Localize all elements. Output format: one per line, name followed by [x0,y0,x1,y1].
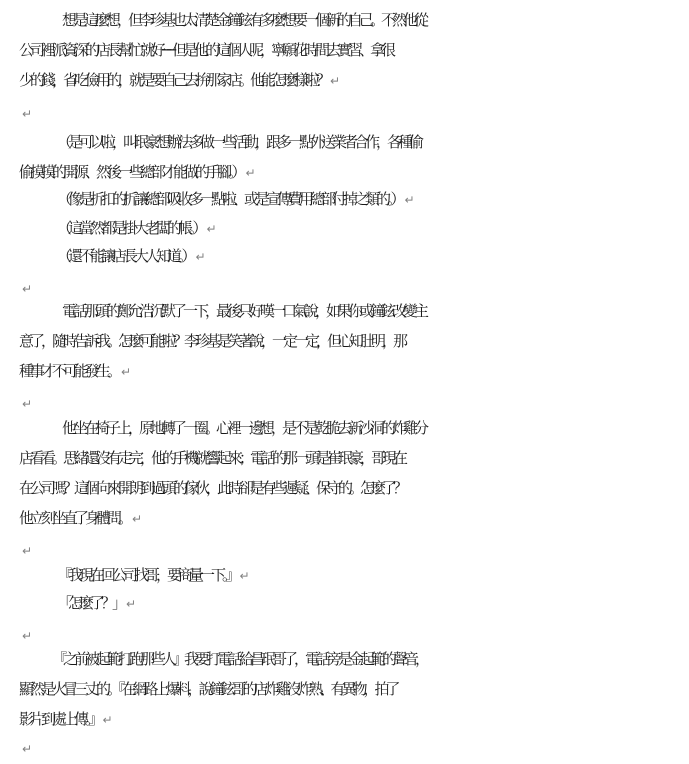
text-line: （這當然都是掛大老闆的帳。） ↵ [57,219,213,237]
paragraph-mark-icon: ↵ [330,74,337,88]
text-line: 他坐在椅子上，原地轉了一圈。心裡一邊想，是不是乾脆去新沙洞的炸雞分 [62,419,426,437]
text-line: 在公司嗎？這個向來開朗到過頭的傢伙，此時卻是有些遲疑、保守的。怎麼了？ [19,479,405,497]
text-line: 影片到處上傳。』 ↵ [19,710,109,728]
text-line: 『我現在回公司找哥，要商量一下。』 ↵ [57,566,246,584]
paragraph-mark-icon: ↵ [126,597,133,611]
text-line: 顯然是火冒三丈的。『在網路上爆料，說鐘鉉哥的店炸雞沒炸熟、有異物，拍了 [19,680,397,698]
text-line: 公司裡派資深的店長幫忙就好──但是他的這個人呢，寧願花時間去實習、拿很 [19,41,393,59]
text-line: （是可以啦，叫珉豪想辦法多做一些活動，跟多一點外送業者合作，各種偷 [57,133,421,151]
text-line: 意了，隨時告訴我。怎麼可能啦？李珍基是笑著說，一定一定，但心知肚明，那 [19,332,405,350]
paragraph-mark-icon: ↵ [22,544,29,558]
text-line: 偷摸摸的開源、然後一些總部才能做的手腳。） ↵ [19,163,252,181]
paragraph-mark-icon: ↵ [22,629,29,643]
text-line: 少的錢，省吃儉用的，就是要自己去拚那家店。他能怎麼樣啦？ ↵ [19,71,337,89]
paragraph-mark-icon: ↵ [206,222,213,236]
text-line: 「怎麼了？」 ↵ [57,594,133,612]
text-line: 店看看。思緒還沒有走完，他的手機就響起來；電話的那一頭是崔珉豪，哥現在 [19,449,405,467]
paragraph-mark-icon: ↵ [121,365,128,379]
text-line: 想是這麼想，但李珍基也太清楚金鐘鉉有多麼想要一個新的自己。不然他從 [62,11,426,29]
text-line: （像是折扣的折讓總部吸收多一點啦、或是宣傳費用總部付掉之類的。） ↵ [57,190,411,208]
paragraph-mark-icon: ↵ [22,742,29,756]
text-line: 『之前被起範打跑那些人』我要打電話給昌珉哥了，電話旁是金起範的聲音， [52,650,427,668]
empty-line [0,98,689,128]
paragraph-mark-icon: ↵ [22,282,29,296]
text-line: 他立刻坐直了身體問。 ↵ [19,509,139,527]
paragraph-mark-icon: ↵ [22,107,29,121]
text-line: （還不能讓店長大人知道。） ↵ [57,247,202,265]
paragraph-mark-icon: ↵ [132,512,139,526]
paragraph-mark-icon: ↵ [239,569,246,583]
paragraph-mark-icon: ↵ [102,713,109,727]
text-line: 電話那頭的鄭允浩沉默了一下，最後只好嘆一口氣說，如果你或鐘鉉改變主 [62,302,426,320]
text-line: 種事才不可能發生。 ↵ [19,362,128,380]
paragraph-mark-icon: ↵ [22,397,29,411]
paragraph-mark-icon: ↵ [195,250,202,264]
paragraph-mark-icon: ↵ [245,166,252,180]
paragraph-mark-icon: ↵ [404,193,411,207]
